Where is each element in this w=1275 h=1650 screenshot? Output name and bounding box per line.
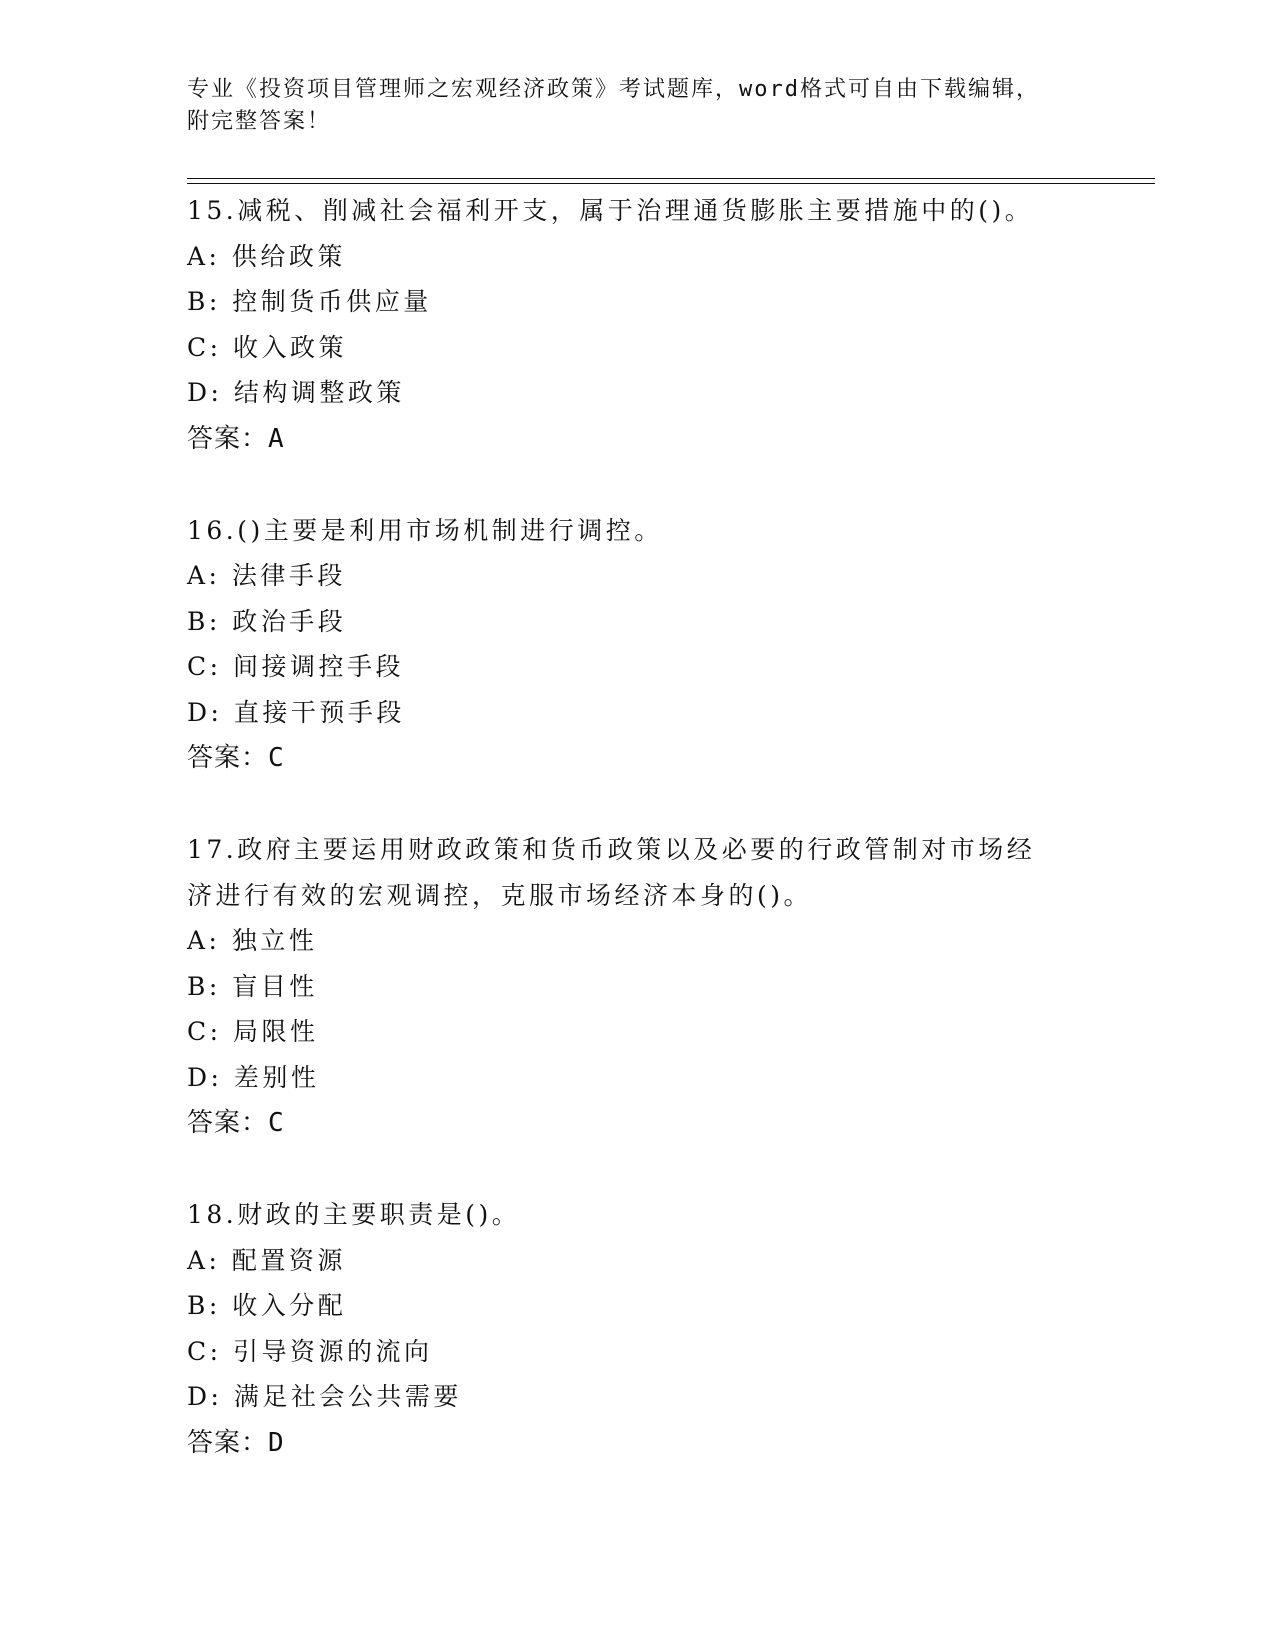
answer-value: A <box>268 423 285 454</box>
option-b: B: 政治手段 <box>187 606 347 636</box>
question-item <box>187 508 1087 782</box>
option-c: C: 收入政策 <box>187 332 347 362</box>
question-item <box>187 1192 1087 1466</box>
option-d: D: 差别性 <box>187 1062 320 1092</box>
option-b: B: 盲目性 <box>187 971 318 1001</box>
option-c: C: 间接调控手段 <box>187 652 404 681</box>
question-list <box>187 188 1087 1512</box>
option-c: C: 局限性 <box>187 1017 319 1046</box>
option-a: A: 供给政策 <box>187 241 346 271</box>
question-item <box>187 827 1087 1146</box>
answer-label: 答案： <box>187 1108 269 1138</box>
document-header <box>187 74 1087 138</box>
answer-line <box>187 1420 1087 1466</box>
question-item <box>187 188 1087 462</box>
header-divider-top <box>187 178 1155 179</box>
header-line-2: 附完整答案！ <box>187 109 332 134</box>
question-stem: 15.减税、削减社会福利开支，属于治理通货膨胀主要措施中的()。 <box>187 196 1034 225</box>
answer-value: C <box>268 1108 285 1138</box>
option-c: C: 引导资源的流向 <box>187 1336 433 1366</box>
question-stem: 16.()主要是利用市场机制进行调控。 <box>187 515 663 545</box>
answer-label: 答案： <box>187 743 269 773</box>
question-stem: 17.政府主要运用财政政策和货币政策以及必要的行政管制对市场经济进行有效的宏观调控，克服市场经济本身的()。 <box>187 835 1036 910</box>
header-line-1: 专业《投资项目管理师之宏观经济政策》考试题库，word格式可自由下载编辑， <box>187 77 1040 102</box>
option-b: B: 控制货币供应量 <box>187 287 432 316</box>
option-d: D: 直接干预手段 <box>187 697 405 727</box>
answer-line <box>187 1100 1087 1146</box>
option-a: A: 法律手段 <box>187 561 346 590</box>
answer-line <box>187 735 1087 781</box>
header-divider-bottom <box>187 183 1155 184</box>
option-a: A: 配置资源 <box>187 1245 346 1275</box>
option-d: D: 满足社会公共需要 <box>187 1382 462 1411</box>
answer-line <box>187 416 1087 462</box>
answer-label: 答案： <box>187 1427 269 1458</box>
option-a: A: 独立性 <box>187 926 318 955</box>
option-b: B: 收入分配 <box>187 1291 347 1320</box>
question-stem: 18.财政的主要职责是()。 <box>187 1200 521 1229</box>
answer-value: C <box>268 743 285 773</box>
option-d: D: 结构调整政策 <box>187 378 405 407</box>
answer-label: 答案： <box>187 423 269 454</box>
answer-value: D <box>268 1427 285 1458</box>
